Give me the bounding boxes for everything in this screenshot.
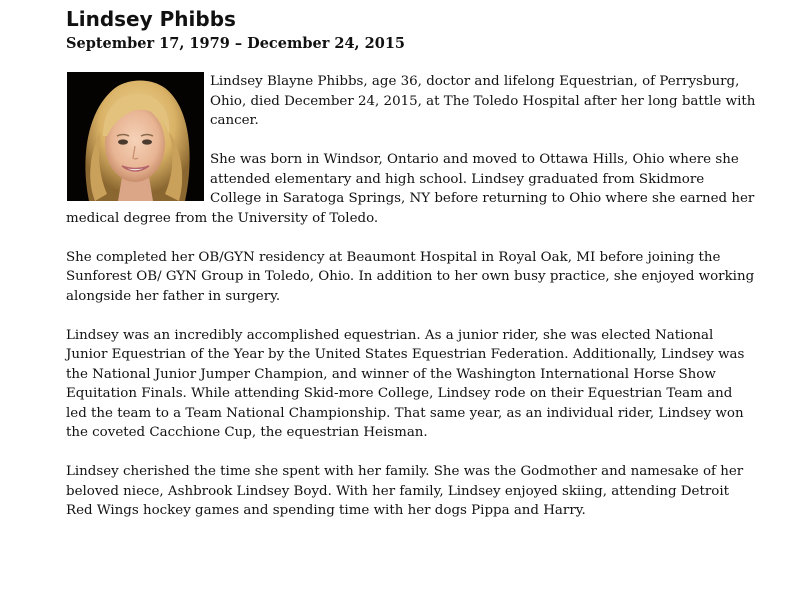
obituary-paragraph: She completed her OB/GYN residency at Beaumont Hospital in Royal Oak, MI before joining the Sunforest OB/ GYN Group in Toledo, Ohio. In addition to her own busy practice, she enjoyed working alongside her father in surgery. — [66, 249, 755, 304]
obituary-document — [66, 6, 756, 521]
obituary-paragraph: Lindsey Blayne Phibbs, age 36, doctor and lifelong Equestrian, of Perrysburg, Ohio, died December 24, 2015, at The Toledo Hospital after her long battle with cancer. — [210, 74, 756, 128]
obituary-paragraph: Lindsey was an incredibly accomplished equestrian. As a junior rider, she was elected National Junior Equestrian of the Year by the United States Equestrian Federation. Additionally, Lindsey was the National Junior Jumper Champion, and winner of the Washington International Horse Show Equitation Finals. While attending Skid-more College, Lindsey rode on their Equestrian Team and led the team to a Team National Championship. That same year, as an individual rider, Lindsey won the coveted Cacchione Cup, the equestrian Heisman. — [66, 327, 745, 440]
obituary-name: Lindsey Phibbs — [66, 7, 236, 31]
obituary-paragraph: Lindsey cherished the time she spent with her family. She was the Godmother and namesake of her beloved niece, Ashbrook Lindsey Boyd. With her family, Lindsey enjoyed skiing, attending Detroit Red Wings hockey games and spending time with her dogs Pippa and Harry. — [66, 464, 744, 518]
life-dates: September 17, 1979 – December 24, 2015 — [66, 35, 406, 52]
portrait-photo — [67, 72, 204, 201]
obituary-paragraph: She was born in Windsor, Ontario and moved to Ottawa Hills, Ohio where she attended elementary and high school. Lindsey graduated from Skidmore College in Saratoga Springs, NY before returning to Ohio where she earned her medical degree from the University of Toledo. — [66, 152, 755, 226]
